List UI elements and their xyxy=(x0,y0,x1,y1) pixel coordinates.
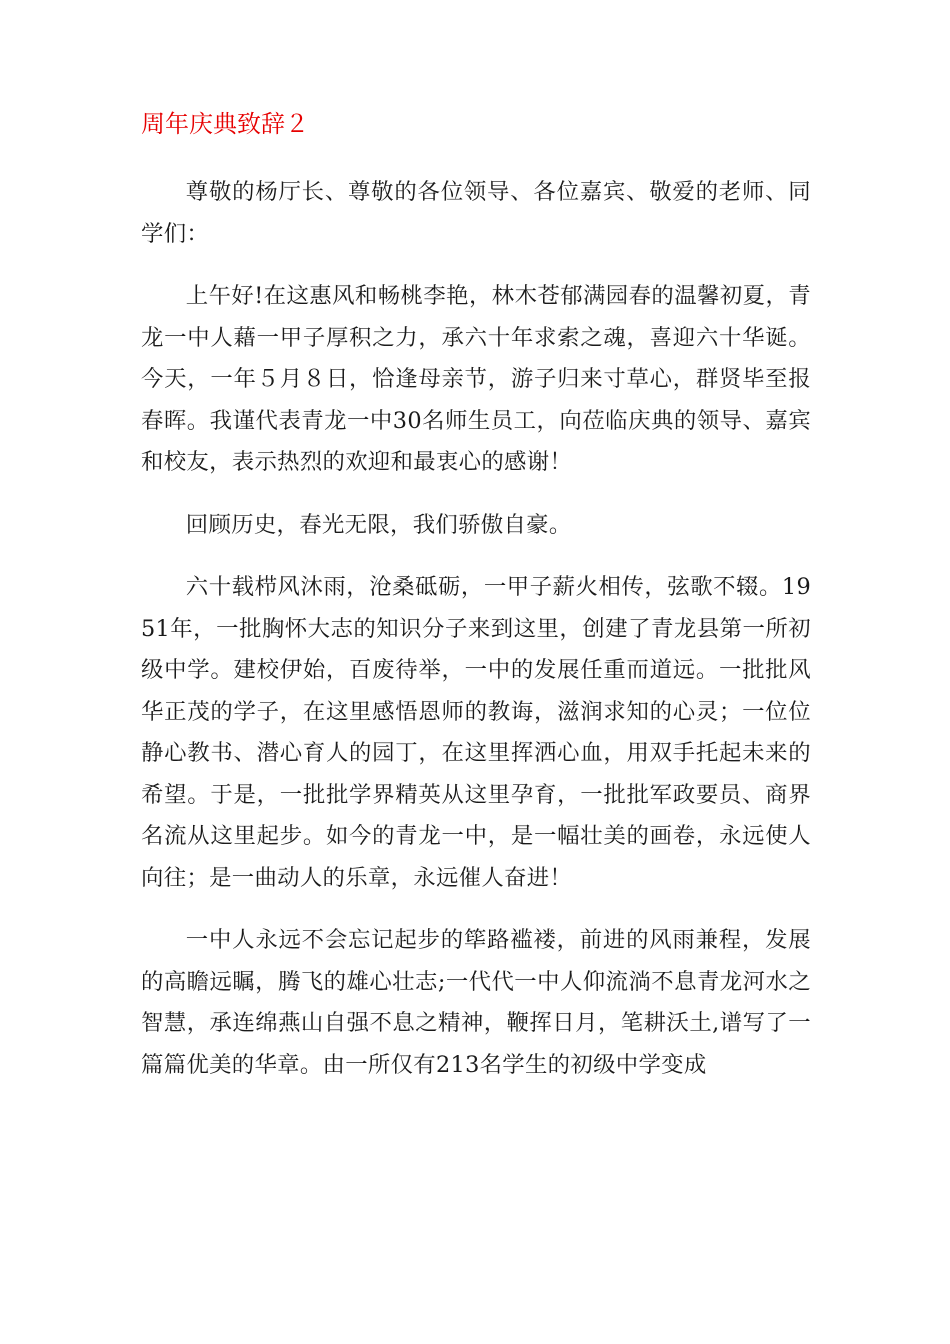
paragraph-greeting: 上午好!在这惠风和畅桃李艳，林木苍郁满园春的温馨初夏，青龙一中人藉一甲子厚积之力，承六十年求索之魂，喜迎六十华诞。今天，一年５月８日，恰逢母亲节，游子归来寸草心，群贤毕至报春晖。我谨代表青龙一中30名师生员工，向莅临庆典的领导、嘉宾和校友，表示热烈的欢迎和最衷心的感谢！ xyxy=(141,283,811,475)
paragraph-sixty-years: 六十载栉风沐雨，沧桑砥砺，一甲子薪火相传，弦歌不辍。1951年，一批胸怀大志的知识分子来到这里，创建了青龙县第一所初级中学。建校伊始，百废待举，一中的发展任重而道远。一批批风华正茂的学子，在这里感悟恩师的教诲，滋润求知的心灵；一位位静心教书、潜心育人的园丁，在这里挥洒心血，用双手托起未来的希望。于是，一批批学界精英从这里孕育，一批批军政要员、商界名流从这里起步。如今的青龙一中，是一幅壮美的画卷，永远使人向往；是一曲动人的乐章，永远催人奋进！ xyxy=(141,574,811,891)
document-title: 周年庆典致辞２ xyxy=(141,110,309,138)
paragraph-history-intro: 回顾历史，春光无限，我们骄傲自豪。 xyxy=(185,511,572,538)
paragraph-perseverance: 一中人永远不会忘记起步的筚路褴褛，前进的风雨兼程，发展的高瞻远瞩，腾飞的雄心壮志;一代代一中人仰流淌不息青龙河水之智慧，承连绵燕山自强不息之精神，鞭挥日月，笔耕沃土,谱写了一篇篇优美的华章。由一所仅有213名学生的初级中学变成 xyxy=(141,927,811,1078)
paragraph-salutation: 尊敬的杨厅长、尊敬的各位领导、各位嘉宾、敬爱的老师、同学们： xyxy=(141,179,811,247)
document-body xyxy=(141,172,811,1107)
